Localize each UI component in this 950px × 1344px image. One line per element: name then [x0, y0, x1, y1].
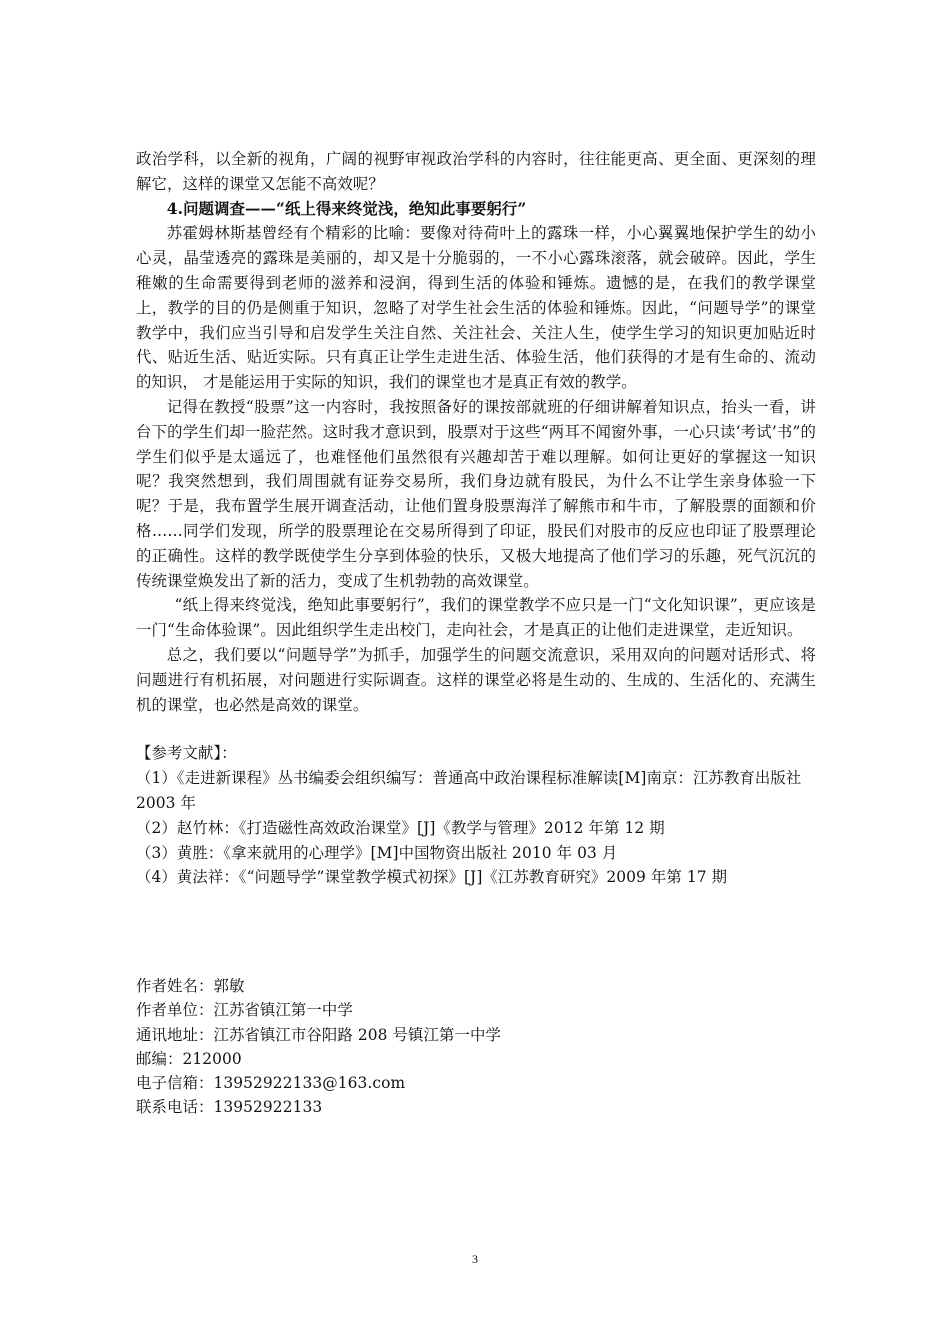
- reference-item: （2）赵竹林：《打造磁性高效政治课堂》[J]《教学与管理》2012 年第 12 期: [136, 818, 665, 837]
- author-unit: 作者单位：江苏省镇江第一中学: [136, 1001, 353, 1020]
- reference-item: （3）黄胜：《拿来就用的心理学》[M]中国物资出版社 2010 年 03 月: [136, 843, 618, 862]
- reference-item: （4）黄法祥：《“问题导学”课堂教学模式初探》[J]《江苏教育研究》2009 年第 17 期: [136, 868, 728, 887]
- author-info: [136, 974, 816, 1119]
- paragraph-sukhomlinsky: 苏霍姆林斯基曾经有个精彩的比喻：要像对待荷叶上的露珠一样，小心翼翼地保护学生的幼小心灵，晶莹透亮的露珠是美丽的，却又是十分脆弱的，一不小心露珠滚落，就会破碎。因此，学生稚嫩的生命需要得到老师的滋养和浸润，得到生活的体验和锤炼。遗憾的是，在我们的教学课堂上，教学的目的仍是侧重于知识，忽略了对学生社会生活的体验和锤炼。因此，“问题导学”的课堂教学中，我们应当引导和启发学生关注自然、关注社会、关注人生，使学生学习的知识更加贴近时代、贴近生活、贴近实际。只有真正让学生走进生活、体验生活，他们获得的才是有生命的、流动的知识， 才是能运用于实际的知识，我们的课堂也才是真正有效的教学。: [136, 224, 816, 392]
- paragraph-quote: “纸上得来终觉浅，绝知此事要躬行”，我们的课堂教学不应只是一门“文化知识课”，更应该是一门“生命体验课”。因此组织学生走出校门，走向社会，才是真正的让他们走进课堂，走近知识。: [136, 596, 816, 640]
- author-email: 电子信箱：13952922133@163.com: [136, 1073, 406, 1092]
- paragraph-conclusion: 总之，我们要以“问题导学”为抓手，加强学生的问题交流意识，采用双向的问题对话形式、将问题进行有机拓展，对问题进行实际调查。这样的课堂必将是生动的、生成的、生活化的、充满生机的课堂，也必然是高效的课堂。: [136, 645, 816, 714]
- page-number: 3: [472, 1252, 478, 1266]
- paragraph-continuation: 政治学科，以全新的视角，广阔的视野审视政治学科的内容时，往往能更高、更全面、更深刻的理解它，这样的课堂又怎能不高效呢？: [136, 150, 816, 193]
- document-body: [136, 147, 816, 1119]
- section-heading: 4.问题调查——“纸上得来终觉浅，绝知此事要躬行”: [166, 199, 527, 218]
- author-address: 通讯地址：江苏省镇江市谷阳路 208 号镇江第一中学: [136, 1025, 501, 1044]
- author-phone: 联系电话：13952922133: [136, 1098, 323, 1117]
- paragraph-stock-lesson: 记得在教授“股票”这一内容时，我按照备好的课按部就班的仔细讲解着知识点，抬头一看，讲台下的学生们却一脸茫然。这时我才意识到，股票对于这些“两耳不闻窗外事，一心只读‘考试’书”的学生们似乎是太遥远了，也难怪他们虽然很有兴趣却苦于难以理解。如何让更好的掌握这一知识呢？我突然想到，我们周围就有证券交易所，我们身边就有股民，为什么不让学生亲身体验一下呢？于是，我布置学生展开调查活动，让他们置身股票海洋了解熊市和牛市，了解股票的面额和价格……同学们发现，所学的股票理论在交易所得到了印证，股民们对股市的反应也印证了股票理论的正确性。这样的教学既使学生分享到体验的快乐，又极大地提高了他们学习的乐趣，死气沉沉的传统课堂焕发出了新的活力，变成了生机勃勃的高效课堂。: [136, 397, 816, 590]
- author-name: 作者姓名：郭敏: [136, 977, 245, 996]
- references-title: 【参考文献】：: [136, 744, 237, 763]
- references-section: [136, 741, 816, 890]
- author-postcode: 邮编：212000: [136, 1049, 242, 1068]
- reference-item: （1）《走进新课程》丛书编委会组织编写：普通高中政治课程标准解读[M]南京：江苏教育出版社 2003 年: [136, 769, 802, 812]
